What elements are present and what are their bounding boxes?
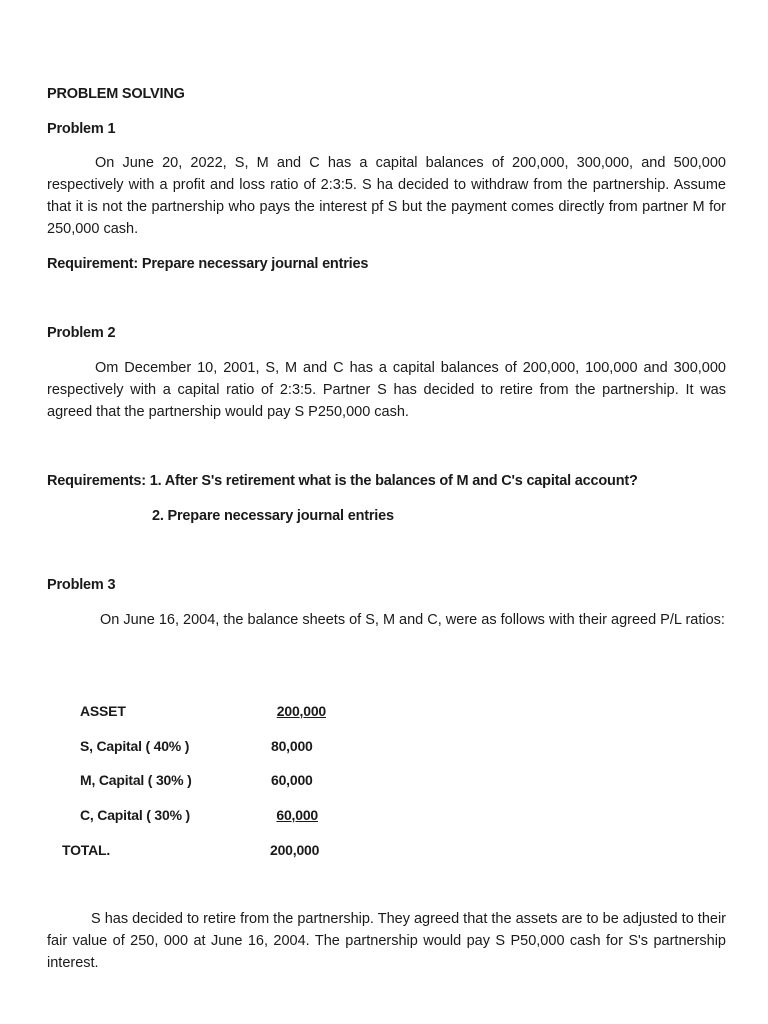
balance-sheet-row-label: C, Capital ( 30% ): [80, 807, 190, 823]
balance-sheet-row-label: ASSET: [80, 703, 126, 719]
problem-2-requirement-2: 2. Prepare necessary journal entries: [152, 508, 394, 524]
problem-2-requirement-1: Requirements: 1. After S's retirement what is the balances of M and C's capital account?: [47, 473, 638, 489]
balance-sheet-row-value: 60,000: [276, 807, 318, 823]
problem-3-closing: [47, 908, 726, 974]
problem-1-requirement: Requirement: Prepare necessary journal entries: [47, 256, 369, 272]
problem-2-title: Problem 2: [47, 325, 116, 341]
problem-2-body-text: Om December 10, 2001, S, M and C has a capital balances of 200,000, 100,000 and 300,000 respectively with a capital ratio of 2:3:5. Partner S has decided to retire from the partnership. It was agreed that the partnership would pay S P250,000 cash.: [47, 360, 726, 420]
problem-3-body-text: On June 16, 2004, the balance sheets of S, M and C, were as follows with their agreed P/L ratios:: [100, 612, 725, 628]
problem-1-body: [47, 152, 726, 240]
section-title: PROBLEM SOLVING: [47, 86, 185, 102]
balance-sheet-row-value: 80,000: [271, 738, 313, 754]
balance-sheet-row-label: M, Capital ( 30% ): [80, 772, 192, 788]
problem-1-body-text: On June 20, 2022, S, M and C has a capital balances of 200,000, 300,000, and 500,000 respectively with a profit and loss ratio of 2:3:5. S ha decided to withdraw from the partnership. Assume that it is not the partnership who pays the interest pf S but the payment comes directly from partner M for 250,000 cash.: [47, 155, 726, 237]
problem-3-closing-text: S has decided to retire from the partnership. They agreed that the assets are to be adjusted to their fair value of 250, 000 at June 16, 2004. The partnership would pay S P50,000 cash for S's partnership interest.: [47, 911, 726, 971]
problem-3-title: Problem 3: [47, 577, 116, 593]
balance-sheet-row-value: 60,000: [271, 772, 313, 788]
problem-2-body: [47, 357, 726, 423]
balance-sheet-row-value: 200,000: [276, 703, 326, 719]
problem-1-title: Problem 1: [47, 121, 116, 137]
balance-sheet-row-label: S, Capital ( 40% ): [80, 738, 190, 754]
balance-sheet-total-value: 200,000: [270, 842, 320, 858]
balance-sheet-total-label: TOTAL.: [62, 842, 111, 858]
problem-3-body: [47, 609, 726, 631]
